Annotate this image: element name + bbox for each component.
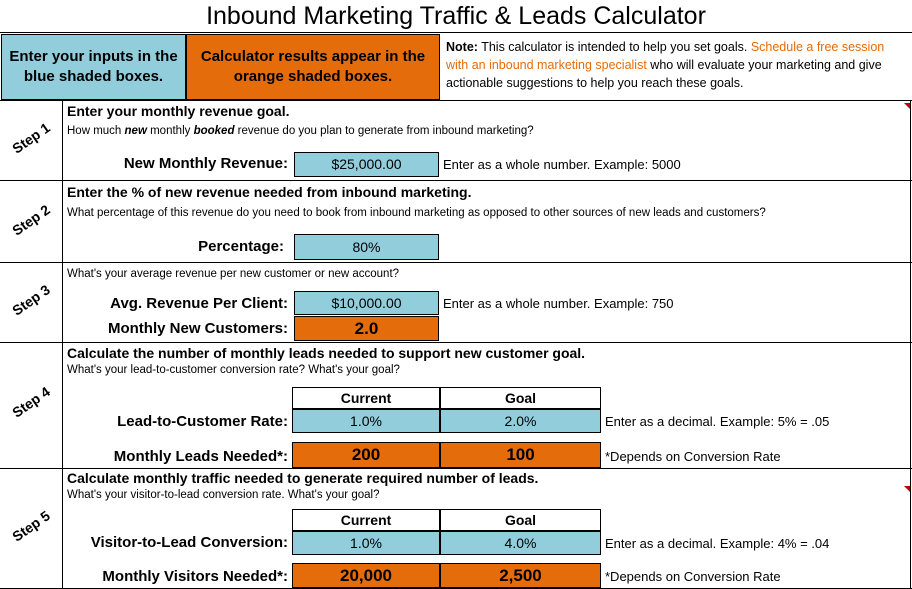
monthly-new-customers-result: 2.0 — [294, 316, 439, 341]
step4-current-header: Current — [292, 387, 440, 409]
lead-to-customer-current-input[interactable]: 1.0% — [292, 409, 440, 433]
step1-sub-new: new — [124, 125, 147, 137]
lead-to-customer-goal-input[interactable]: 2.0% — [440, 409, 601, 433]
step1-heading: Enter your monthly revenue goal. — [67, 103, 290, 119]
orange-legend-box — [186, 34, 440, 100]
step1-hint: Enter as a whole number. Example: 5000 — [443, 157, 681, 172]
monthly-visitors-goal-result: 2,500 — [440, 563, 601, 588]
step5-subtitle: What's your visitor-to-lead conversion rate. What's your goal? — [67, 489, 380, 501]
step5-label-cell — [0, 468, 63, 589]
step1-label: Step 1 — [9, 119, 53, 157]
step4-goal-header: Goal — [440, 387, 601, 409]
step4-heading: Calculate the number of monthly leads needed to support new customer goal. — [67, 345, 586, 361]
new-monthly-revenue-label: New Monthly Revenue: — [123, 155, 288, 172]
step1-sub-c: monthly — [146, 125, 194, 137]
step3-subtitle: What's your average revenue per new customer or new account? — [67, 268, 400, 280]
monthly-visitors-needed-label: Monthly Visitors Needed*: — [102, 568, 288, 585]
blue-legend-text: Enter your inputs in the blue shaded boxes. — [9, 48, 178, 85]
step4-label: Step 4 — [9, 383, 53, 421]
step4-rate-hint: Enter as a decimal. Example: 5% = .05 — [605, 414, 830, 429]
step5-current-header: Current — [292, 509, 440, 531]
step5-result-hint: *Depends on Conversion Rate — [605, 569, 781, 584]
step4-label-cell — [0, 342, 63, 468]
step5-heading: Calculate monthly traffic needed to generate required number of leads. — [67, 470, 539, 486]
note-text-2: who will evaluate your marketing and give actionable suggestions to help you reach these goals. — [446, 58, 882, 90]
step3-label-cell — [0, 262, 63, 342]
comment-marker-icon[interactable] — [904, 103, 910, 109]
step4-result-hint: *Depends on Conversion Rate — [605, 449, 781, 464]
percentage-label: Percentage: — [198, 238, 284, 255]
schedule-session-link[interactable]: Schedule a free session with an inbound marketing specialist — [446, 40, 885, 72]
monthly-leads-current-result: 200 — [292, 442, 440, 468]
step1-sub-a: How much — [67, 125, 125, 137]
step2-subtitle: What percentage of this revenue do you need to book from inbound marketing as opposed to other sources of new leads and customers? — [67, 207, 766, 219]
step1-sub-booked: booked — [193, 125, 235, 137]
visitor-to-lead-current-input[interactable]: 1.0% — [292, 531, 440, 555]
monthly-leads-goal-result: 100 — [440, 442, 601, 468]
monthly-visitors-current-result: 20,000 — [292, 563, 440, 588]
avg-revenue-input[interactable]: $10,000.00 — [294, 291, 439, 315]
step4-subtitle: What's your lead-to-customer conversion rate? What's your goal? — [67, 364, 400, 376]
avg-revenue-label: Avg. Revenue Per Client: — [110, 295, 288, 312]
monthly-leads-needed-label: Monthly Leads Needed*: — [113, 448, 288, 465]
page-title: Inbound Marketing Traffic & Leads Calculator — [0, 0, 912, 33]
note-text — [446, 38, 906, 98]
step5-goal-header: Goal — [440, 509, 601, 531]
note-text-1: This calculator is intended to help you set goals. — [477, 40, 751, 54]
visitor-to-lead-conversion-label: Visitor-to-Lead Conversion: — [90, 534, 288, 551]
visitor-to-lead-goal-input[interactable]: 4.0% — [440, 531, 601, 555]
step5-label: Step 5 — [9, 507, 53, 545]
step2-label-cell — [0, 180, 63, 262]
comment-marker-icon[interactable] — [904, 486, 910, 492]
step1-label-cell — [0, 100, 63, 180]
blue-legend-box — [1, 34, 186, 100]
lead-to-customer-rate-label: Lead-to-Customer Rate: — [117, 413, 288, 430]
step3-label: Step 3 — [9, 281, 53, 319]
percentage-input[interactable]: 80% — [294, 234, 439, 260]
step1-sub-e: revenue do you plan to generate from inbound marketing? — [234, 125, 534, 137]
monthly-new-customers-label: Monthly New Customers: — [107, 320, 288, 337]
step2-heading: Enter the % of new revenue needed from inbound marketing. — [67, 184, 472, 200]
new-monthly-revenue-input[interactable]: $25,000.00 — [294, 152, 439, 177]
step5-rate-hint: Enter as a decimal. Example: 4% = .04 — [605, 536, 830, 551]
step1-subtitle — [67, 125, 534, 137]
note-lead: Note: — [446, 40, 478, 54]
step2-label: Step 2 — [9, 201, 53, 239]
step3-hint: Enter as a whole number. Example: 750 — [443, 296, 674, 311]
orange-legend-text: Calculator results appear in the orange shaded boxes. — [200, 48, 426, 85]
